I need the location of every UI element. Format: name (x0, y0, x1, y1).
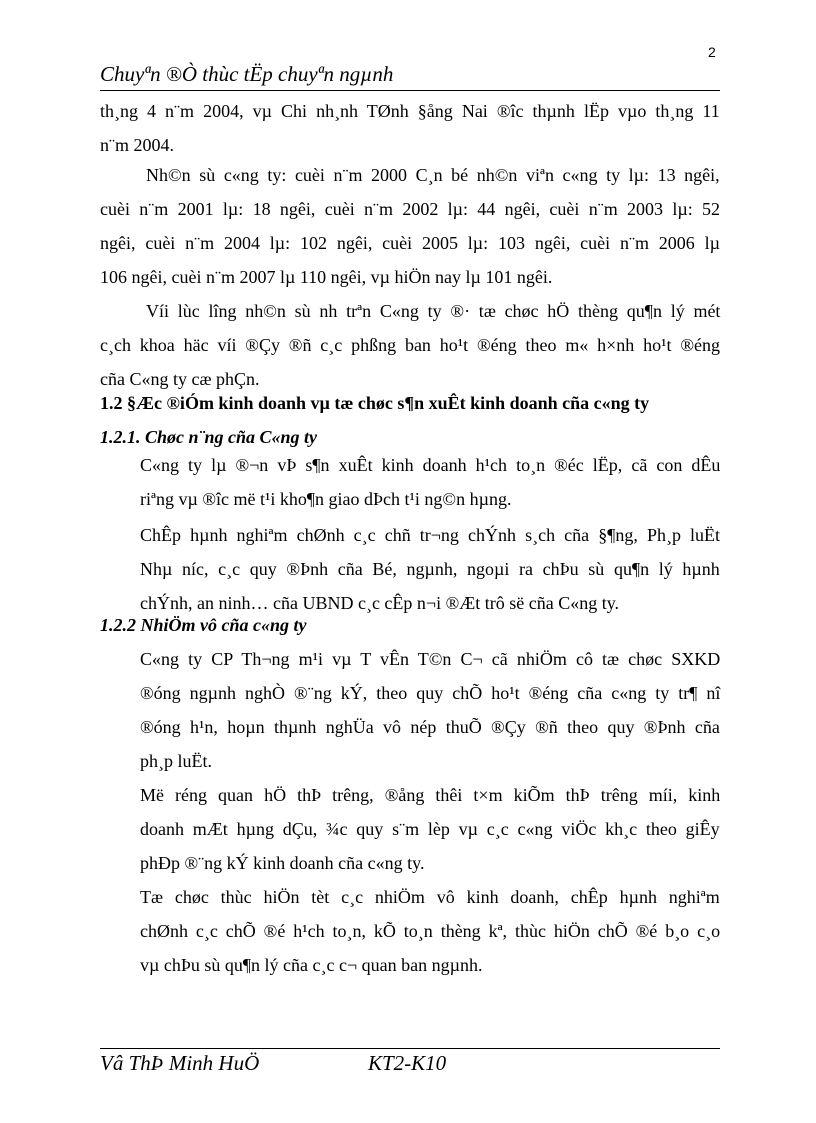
subsection-heading: 1.2.1. Chøc n¨ng cña C«ng ty (100, 427, 318, 447)
paragraph-line: vµ chÞu sù qu¶n lý cña c¸c c¬ quan ban ngµnh. (140, 955, 483, 975)
paragraph-line: th¸ng 4 n¨m 2004, vµ Chi nh¸nh TØnh §ång Nai ®îc thµnh lËp vµo th¸ng 11 (100, 101, 720, 121)
paragraph-line: chØnh c¸c chÕ ®é h¹ch to¸n, kÕ to¸n thèng kª, thùc hiÖn chÕ ®é b¸o c¸o (140, 921, 721, 941)
paragraph-line: Nh©n sù c«ng ty: cuèi n¨m 2000 C¸n bé nh©n viªn c«ng ty lµ: 13 ngêi, (146, 165, 720, 185)
paragraph-line: ®óng h¹n, hoµn thµnh nghÜa vô nép thuÕ ®Çy ®ñ theo quy ®Þnh cña (140, 717, 720, 737)
paragraph-line: ph¸p luËt. (140, 751, 212, 771)
header-rule (100, 90, 720, 91)
paragraph-line: n¨m 2004. (100, 135, 174, 155)
paragraph-line: Nhµ níc, c¸c quy ®Þnh cña Bé, ngµnh, ngoµi ra chÞu sù qu¶n lý hµnh (140, 559, 720, 579)
paragraph-line: C«ng ty lµ ®¬n vÞ s¶n xuÊt kinh doanh h¹ch to¸n ®éc lËp, cã con dÊu (140, 455, 721, 475)
paragraph-line: chÝnh, an ninh… cña UBND c¸c cÊp n¬i ®Æt trô së cña C«ng ty. (140, 593, 620, 613)
paragraph-line: c¸ch khoa häc víi ®Çy ®ñ c¸c phßng ban ho¹t ®éng theo m« h×nh ho¹t ®éng (100, 335, 721, 355)
paragraph-line: ChÊp hµnh nghiªm chØnh c¸c chñ tr¬ng chÝnh s¸ch cña §¶ng, Ph¸p luËt (140, 525, 721, 545)
paragraph-line: ngêi, cuèi n¨m 2004 lµ: 102 ngêi, cuèi 2005 lµ: 103 ngêi, cuèi n¨m 2006 lµ (100, 233, 721, 253)
paragraph-line: ®óng ngµnh nghÒ ®¨ng kÝ, theo quy chÕ ho¹t ®éng cña c«ng ty tr¶ nî (140, 683, 721, 703)
footer-rule (100, 1048, 720, 1049)
paragraph-line: riªng vµ ®îc më t¹i kho¶n giao dÞch t¹i ng©n hµng. (140, 489, 512, 509)
page-number: 2 (708, 44, 716, 60)
footer-author: Vâ ThÞ Minh HuÖ (100, 1051, 260, 1075)
paragraph-line: cuèi n¨m 2001 lµ: 18 ngêi, cuèi n¨m 2002 lµ: 44 ngêi, cuèi n¨m 2003 lµ: 52 (100, 199, 721, 219)
header-title: Chuyªn ®Ò thùc tËp chuyªn ngµnh (100, 62, 394, 86)
paragraph-line: Tæ chøc thùc hiÖn tèt c¸c nhiÖm vô kinh doanh, chÊp hµnh nghiªm (140, 887, 720, 907)
section-heading: 1.2 §Æc ®iÓm kinh doanh vµ tæ chøc s¶n xuÊt kinh doanh cña c«ng ty (100, 393, 650, 413)
footer-class-code: KT2-K10 (368, 1051, 447, 1075)
subsection-heading: 1.2.2 NhiÖm vô cña c«ng ty (100, 615, 307, 635)
paragraph-line: Më réng quan hÖ thÞ trêng, ®ång thêi t×m kiÕm thÞ trêng míi, kinh (140, 785, 721, 805)
paragraph-line: C«ng ty CP Th¬ng m¹i vµ T vÊn T©n C¬ cã nhiÖm cô tæ chøc SXKD (140, 649, 721, 669)
paragraph-line: cña C«ng ty cæ phÇn. (100, 369, 260, 389)
paragraph-line: Víi lùc lîng nh©n sù nh trªn C«ng ty ®· tæ chøc hÖ thèng qu¶n lý mét (146, 301, 721, 321)
paragraph-line: doanh mÆt hµng dÇu, ¾c quy s¨m lèp vµ c¸c c«ng viÖc kh¸c theo giÊy (140, 819, 720, 839)
paragraph-line: 106 ngêi, cuèi n¨m 2007 lµ 110 ngêi, vµ hiÖn nay lµ 101 ngêi. (100, 267, 553, 287)
paragraph-line: phÐp ®¨ng kÝ kinh doanh cña c«ng ty. (140, 853, 425, 873)
